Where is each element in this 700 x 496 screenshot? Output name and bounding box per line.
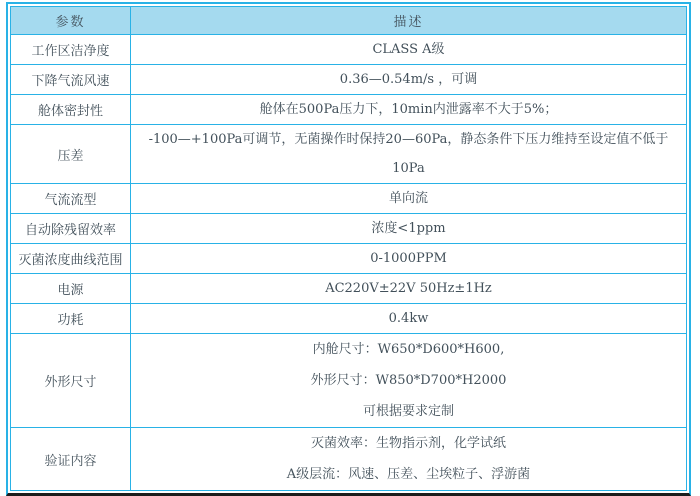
param-cell: 自动除残留效率 [11,214,131,244]
desc-line: 0.4kw [388,311,429,326]
desc-line: 舱体在500Pa压力下，10min内泄露率不大于5%； [259,102,558,117]
desc-line: -100—+100Pa可调节，无菌操作时保持20—60Pa，静态条件下压力维持至设定值不低于10Pa [148,132,669,176]
table-body [11,35,687,491]
table-row [11,334,687,428]
table-row [11,214,687,244]
table-row [11,244,687,274]
desc-line: 外形尺寸：W850*D700*H2000 [310,373,507,388]
param-cell: 下降气流风速 [11,65,131,95]
header-row [11,7,687,35]
desc-cell [131,214,687,244]
param-cell: 舱体密封性 [11,95,131,125]
spec-table-container [6,2,691,496]
param-cell: 工作区洁净度 [11,35,131,65]
desc-cell [131,125,687,184]
table-row [11,428,687,491]
desc-line: 单向流 [388,191,428,206]
desc-line: 0.36—0.54m/s ，可调 [339,72,478,87]
desc-cell [131,184,687,214]
spec-table [10,6,687,491]
param-cell: 功耗 [11,304,131,334]
desc-cell [131,35,687,65]
desc-line: 0-1000PPM [370,251,447,266]
table-row [11,95,687,125]
desc-cell [131,304,687,334]
param-header: 参数 [11,7,131,35]
param-cell: 压差 [11,125,131,184]
table-row [11,304,687,334]
param-cell: 验证内容 [11,428,131,491]
param-cell: 气流流型 [11,184,131,214]
desc-line: AC220V±22V 50Hz±1Hz [325,281,492,296]
desc-header: 描述 [131,7,687,35]
desc-cell [131,244,687,274]
table-row [11,274,687,304]
desc-line: 灭菌效率：生物指示剂，化学试纸 [310,436,506,451]
desc-cell [131,428,687,491]
desc-cell [131,65,687,95]
desc-line: 可根据要求定制 [362,404,454,419]
desc-cell [131,95,687,125]
desc-cell [131,334,687,428]
param-cell: 灭菌浓度曲线范围 [11,244,131,274]
desc-line: CLASS A级 [372,42,445,57]
desc-line: 内舱尺寸：W650*D600*H600, [312,342,505,357]
param-cell: 电源 [11,274,131,304]
param-cell: 外形尺寸 [11,334,131,428]
table-row [11,65,687,95]
table-row [11,125,687,184]
desc-line: 浓度<1ppm [371,221,446,236]
table-row [11,184,687,214]
desc-cell [131,274,687,304]
table-row [11,35,687,65]
desc-line: A级层流：风速、压差、尘埃粒子、浮游菌 [286,467,531,482]
